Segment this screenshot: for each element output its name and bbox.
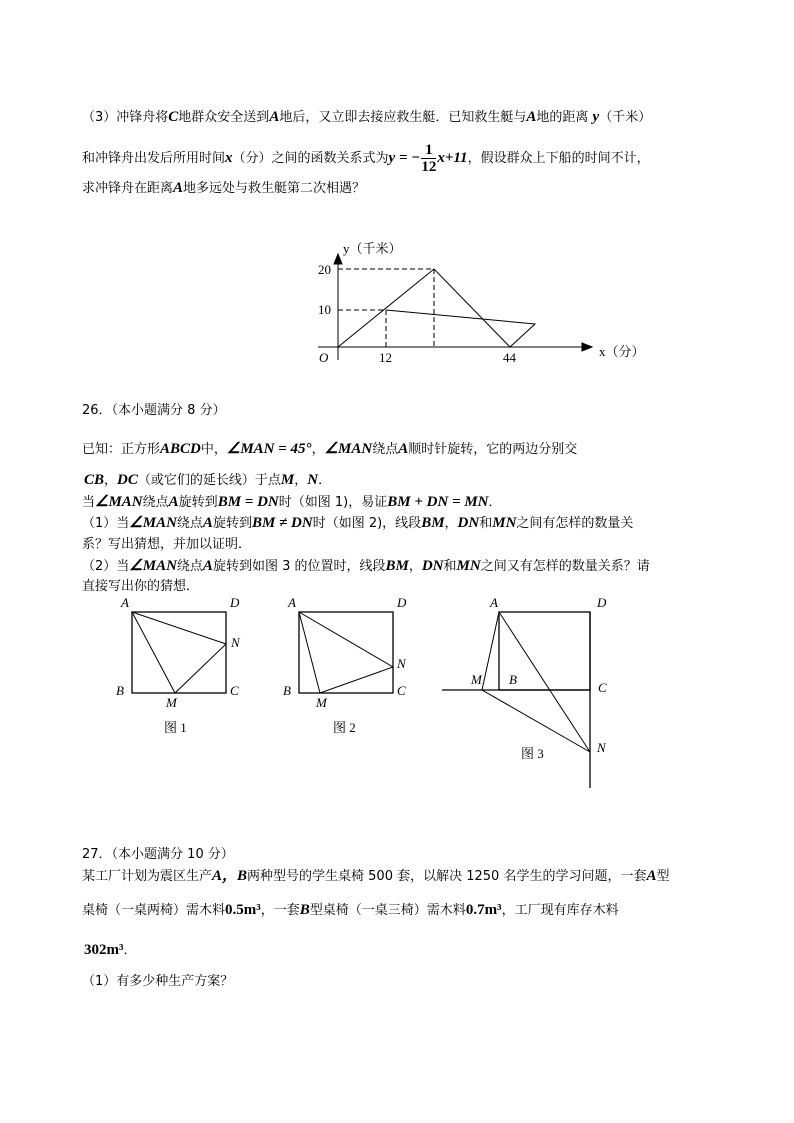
text: 地多远处与救生艇第二次相遇？ [183, 181, 366, 196]
math: 0.7m³ [465, 902, 502, 918]
math: C [168, 109, 179, 125]
text: （1）当 [82, 516, 130, 531]
q26-case [82, 493, 502, 512]
text: 地群众安全送到 [178, 110, 270, 125]
text: （分）之间的函数关系式为 [232, 151, 389, 166]
text: ． [123, 943, 137, 958]
text: （3）冲锋舟将 [82, 110, 169, 125]
math: A [269, 109, 280, 125]
figure-2 [299, 612, 393, 693]
text: 当 [82, 495, 96, 510]
text: 之间又有怎样的数量关系？请 [480, 559, 650, 574]
math: BM ≠ DN [251, 515, 313, 531]
text: 和 [443, 559, 457, 574]
figure-3 [442, 612, 590, 788]
math: N [307, 472, 319, 488]
graph-labels [318, 241, 645, 365]
math: x [225, 150, 233, 166]
text: ， [408, 559, 422, 574]
q27-line2 [82, 901, 619, 920]
q26-part2 [82, 557, 650, 576]
text: ， [444, 516, 458, 531]
text: ． [488, 495, 502, 510]
text: （或它们的延长线）于点 [137, 473, 281, 488]
label-m: M [316, 695, 327, 710]
text: 求冲锋舟在距离 [82, 181, 174, 196]
math: ∠MAN [129, 515, 177, 531]
y-tick: 10 [318, 302, 331, 317]
text: 旋转到如图 3 的位置时，线段 [212, 559, 386, 574]
text: 已知：正方形 [82, 442, 161, 457]
text: 绕点 [142, 495, 169, 510]
q27-header: 27．（本小题满分 10 分） [82, 847, 234, 862]
figure-1-caption: 图 1 [164, 720, 187, 735]
text: 和 [479, 516, 493, 531]
text: 绕点 [176, 516, 203, 531]
text: （2）当 [82, 559, 130, 574]
label-m: M [471, 672, 482, 687]
distance-time-graph [318, 254, 592, 360]
label-d: D [597, 595, 607, 610]
x-axis-label: x（分） [599, 344, 645, 359]
label-b: B [283, 683, 291, 698]
label-d: D [397, 595, 407, 610]
y-tick: 20 [318, 262, 331, 277]
label-b: B [116, 683, 124, 698]
figure-3-labels [470, 595, 607, 755]
text: 顺时针旋转，它的两边分别交 [408, 442, 578, 457]
x-tick: 44 [503, 350, 516, 365]
text: 桌椅（一桌两椅）需木料 [82, 903, 226, 918]
text: 时（如图 2)，线段 [312, 516, 422, 531]
math: A [202, 515, 213, 531]
math: x+11 [437, 150, 468, 166]
x-axis-arrow-icon [582, 343, 592, 351]
math: ABCD [160, 441, 201, 457]
math: A [173, 180, 184, 196]
label-b: B [509, 672, 517, 687]
math: 302m³ [84, 942, 124, 958]
math: ∠MAN = 45° [226, 441, 312, 457]
label-a: A [121, 595, 129, 610]
text: 和冲锋舟出发后所用时间 [82, 151, 226, 166]
math: A，B [212, 868, 248, 884]
math: A [526, 109, 537, 125]
label-m: M [166, 695, 177, 710]
text: 两种型号的学生桌椅 500 套，以解决 1250 名学生的学习问题，一套 [247, 869, 647, 884]
text: ， [311, 442, 325, 457]
x-tick: 12 [379, 350, 392, 365]
text: ，工厂现有库存木料 [501, 903, 619, 918]
math: MN [492, 515, 517, 531]
text: 型 [656, 869, 670, 884]
figure-3-caption: 图 3 [521, 746, 544, 761]
origin-label: O [319, 350, 329, 365]
label-n: N [597, 740, 606, 755]
math: A [202, 558, 213, 574]
math: BM [385, 558, 409, 574]
graph-lines [338, 269, 535, 347]
label-a: A [490, 595, 498, 610]
text: 绕点 [372, 442, 399, 457]
math: y [592, 109, 600, 125]
label-c: C [598, 680, 607, 695]
text: 某工厂计划为震区生产 [82, 869, 213, 884]
text: 旋转到 [178, 495, 218, 510]
text: ． [318, 473, 332, 488]
math: BM + DN = MN [387, 494, 489, 510]
label-c: C [230, 683, 239, 698]
label-c: C [397, 683, 406, 698]
q26-part2-cont: 直接写出你的猜想． [82, 579, 200, 594]
q27-line3 [84, 941, 137, 960]
label-a: A [288, 595, 296, 610]
q26-part1 [82, 514, 633, 533]
math: 0.5m³ [225, 902, 261, 918]
label-d: D [230, 595, 240, 610]
label-n: N [231, 635, 240, 650]
y-axis-label: y（千米） [343, 241, 402, 256]
text: （千米） [599, 110, 652, 125]
text: 旋转到 [212, 516, 252, 531]
label-n: N [397, 656, 406, 671]
text: 地的距离 [536, 110, 589, 125]
text: ， [104, 473, 118, 488]
math: B [299, 902, 310, 918]
math: CB [84, 472, 105, 488]
math: ∠MAN [129, 558, 177, 574]
text: 之间有怎样的数量关 [516, 516, 634, 531]
math: MN [456, 558, 481, 574]
q27-line1 [82, 867, 670, 886]
text: ，一套 [260, 903, 300, 918]
math: y = − [388, 150, 421, 166]
math: A [168, 494, 179, 510]
math: ∠MAN [324, 441, 373, 457]
math: BM [421, 515, 445, 531]
math: A [646, 868, 657, 884]
numerator: 1 [421, 142, 436, 159]
math: DC [117, 472, 138, 488]
q27-part1: （1）有多少种生产方案？ [82, 974, 234, 989]
denominator: 12 [421, 159, 437, 175]
y-axis-arrow-icon [334, 254, 342, 264]
text: 地后，又立即去接应救生艇．已知救生艇与 [279, 110, 527, 125]
text: 型桌椅（一桌三椅）需木料 [309, 903, 466, 918]
math: DN [421, 558, 444, 574]
text: 中， [200, 442, 227, 457]
math: DN [457, 515, 480, 531]
q26-given2 [84, 471, 331, 490]
text: 绕点 [176, 559, 203, 574]
math: ∠MAN [95, 494, 143, 510]
math: BM = DN [217, 494, 279, 510]
figure-2-caption: 图 2 [333, 720, 356, 735]
math: A [398, 441, 409, 457]
text: ， [294, 473, 308, 488]
math: M [280, 472, 295, 488]
figure-1 [132, 612, 226, 693]
text: 时（如图 1)，易证 [278, 495, 388, 510]
q26-given [82, 440, 577, 459]
q26-header: 26．（本小题满分 8 分） [82, 403, 226, 418]
text: ，假设群众上下船的时间不计， [467, 151, 650, 166]
q26-part1-cont: 系？写出猜想，并加以证明． [82, 537, 252, 552]
